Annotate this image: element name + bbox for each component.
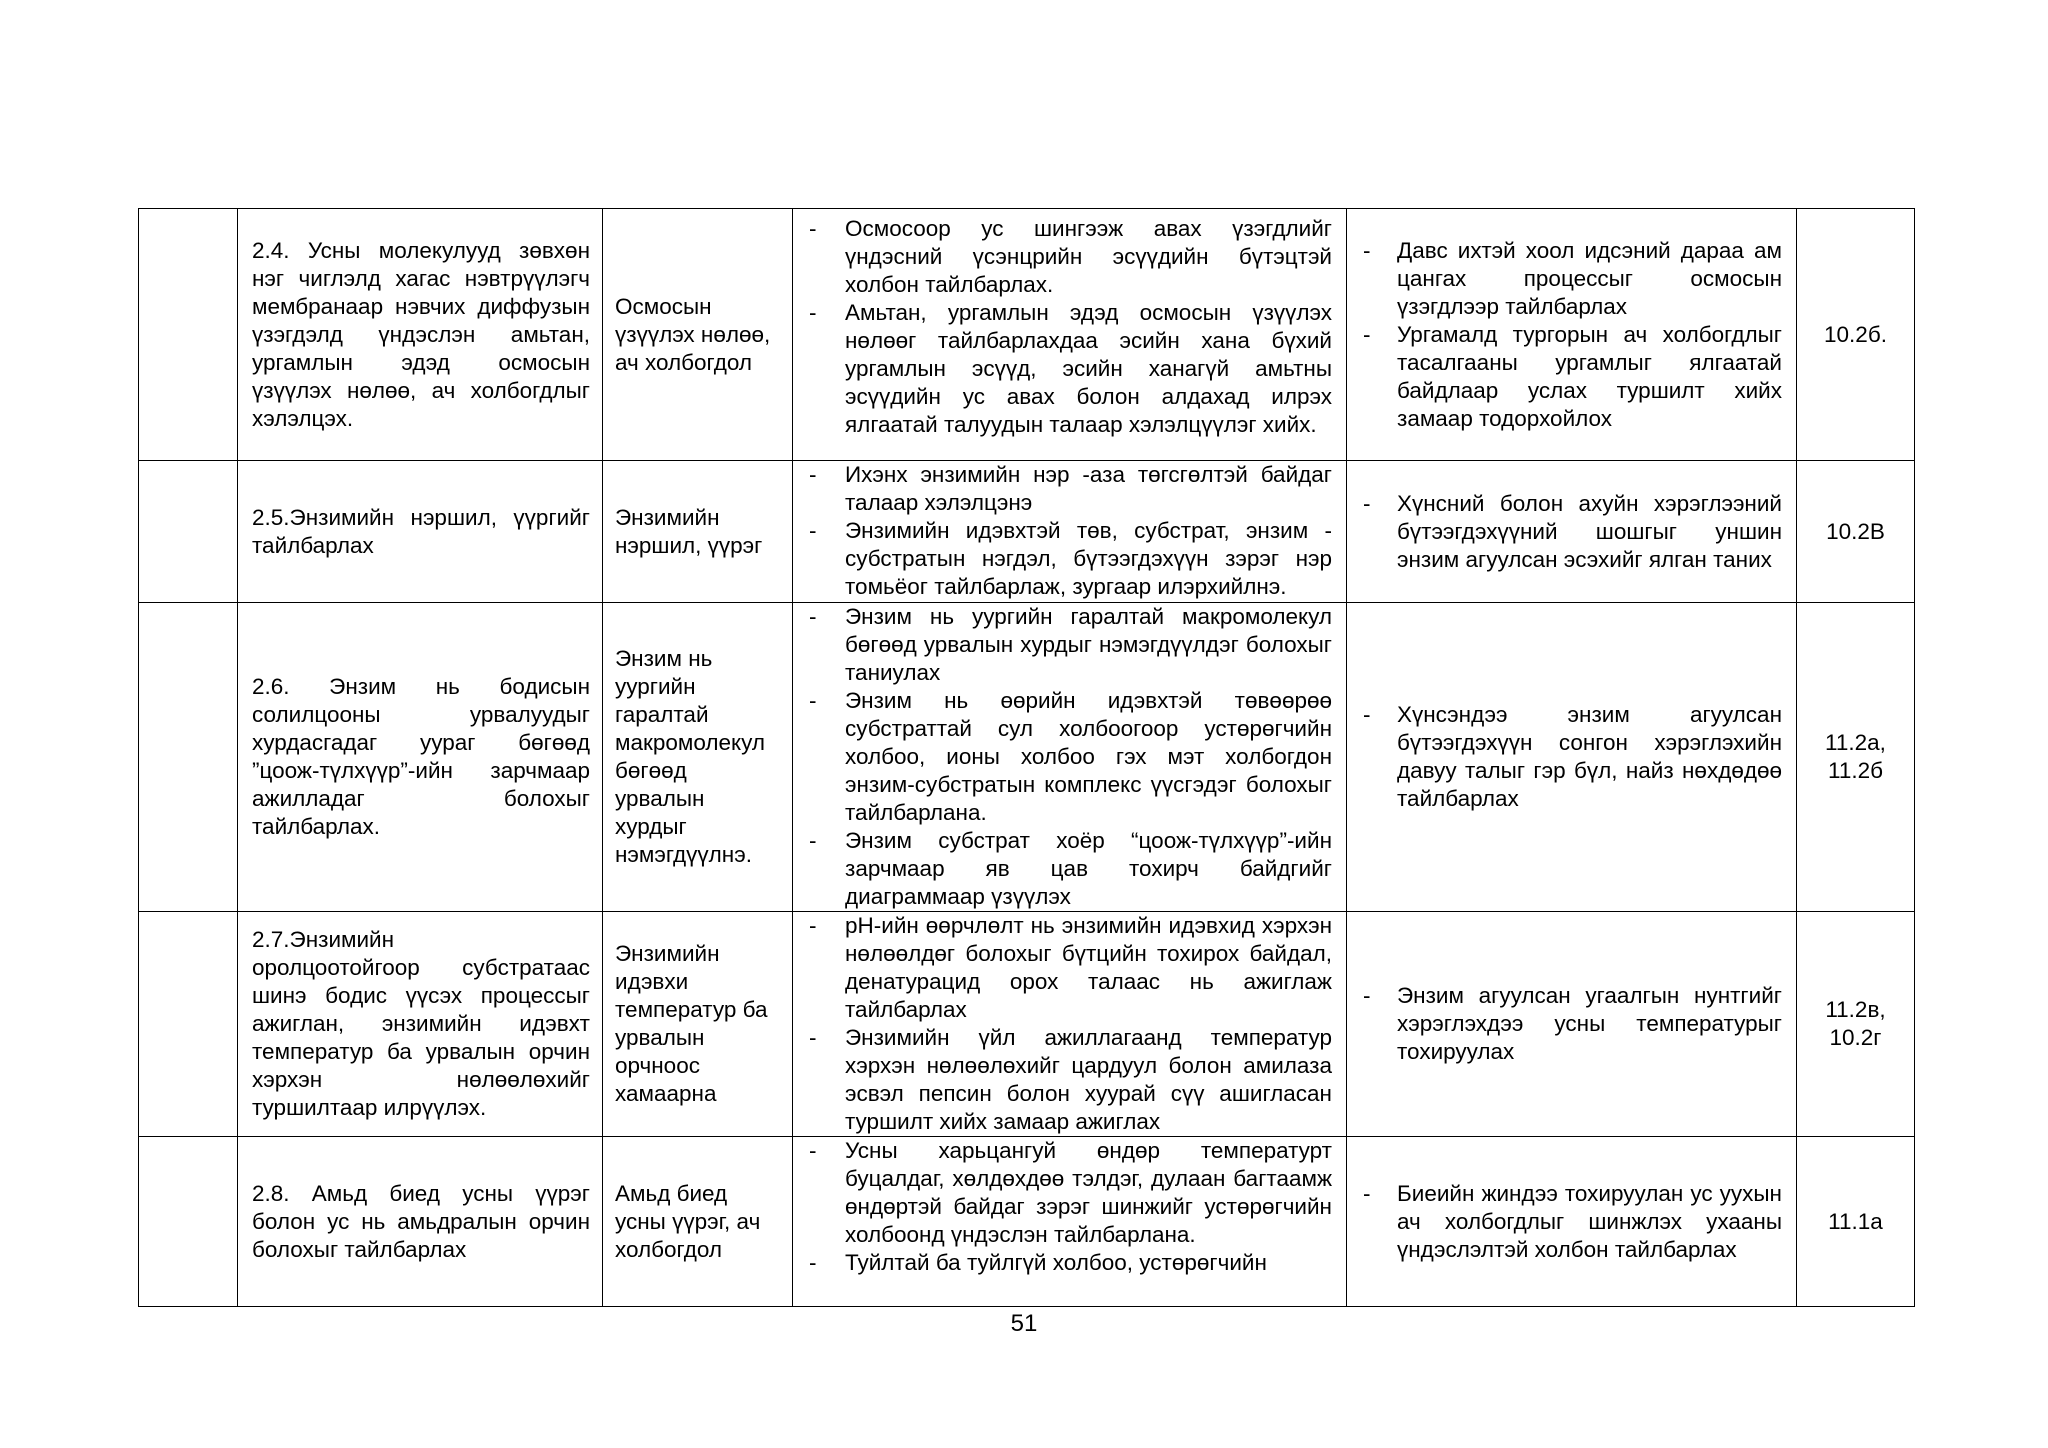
activity-item-text: Осмосоор ус шингээж авах үзэгдлийг үндэсний үсэнцрийн эсүүдийн бүтэцтэй холбон тайлбарлах. bbox=[845, 216, 1332, 297]
application-item-text: Хүнсний болон ахуйн хэрэглээний бүтээгдэхүүний шошгыг уншин энзим агуулсан эсэхийг ялган таних bbox=[1397, 490, 1782, 572]
topic-cell bbox=[603, 603, 793, 912]
bullet-dash: - bbox=[1363, 321, 1371, 347]
standard-code-cell bbox=[1797, 461, 1915, 603]
standard-code: 11.2в, bbox=[1825, 997, 1886, 1022]
application-item bbox=[1347, 321, 1782, 433]
bullet-dash: - bbox=[809, 913, 817, 938]
bullet-dash: - bbox=[1363, 1180, 1371, 1206]
application-item-text: Биеийн жиндээ тохируулан ус уухын ач холбогдлыг шинжлэх ухааны үндэслэлтэй холбон тайлбарлах bbox=[1397, 1180, 1782, 1262]
table-row bbox=[139, 912, 1915, 1137]
bullet-dash: - bbox=[809, 300, 817, 325]
learning-objective-cell bbox=[238, 461, 603, 603]
activities-cell bbox=[793, 603, 1347, 912]
bullet-dash: - bbox=[1363, 983, 1371, 1008]
activity-item-text: Энзимийн идэвхтэй төв, субстрат, энзим - субстратын нэгдэл, бүтээгдэхүүн зэрэг нэр томьёог тайлбарлаж, зургаар илэрхийлнэ. bbox=[845, 518, 1332, 599]
activity-item-text: Ихэнх энзимийн нэр -аза төгсгөлтэй байдаг талаар хэлэлцэнэ bbox=[845, 462, 1332, 515]
application-item-text: Энзим агуулсан угаалгын нунтгийг хэрэглэхдээ усны температурыг тохируулах bbox=[1397, 983, 1782, 1064]
activities-cell bbox=[793, 912, 1347, 1137]
standard-code-cell bbox=[1797, 912, 1915, 1137]
bullet-dash: - bbox=[1363, 702, 1371, 727]
empty-cell bbox=[139, 461, 238, 603]
learning-objective: оролцоотойгоор субстратаас шинэ бодис үүсэх процессыг ажиглан, энзимийн идэвхт температур ба урвалын орчин хэрхэн нөлөөлөхийг туршилтаар илрүүлэх. bbox=[252, 955, 590, 1120]
table-body bbox=[139, 209, 1915, 1307]
topic-cell bbox=[603, 912, 793, 1137]
bullet-dash: - bbox=[809, 1025, 817, 1050]
application-item bbox=[1347, 1180, 1782, 1264]
application-item bbox=[1347, 490, 1782, 574]
standard-code: 11.2а, bbox=[1825, 730, 1886, 755]
learning-objective-cell bbox=[238, 912, 603, 1137]
topic-text: Амьд биед усны үүрэг, ач холбогдол bbox=[615, 1180, 761, 1262]
learning-objective: 2.7.Энзимийн bbox=[252, 927, 395, 952]
table-row bbox=[139, 603, 1915, 912]
activity-item-text: Усны харьцангуй өндөр температурт буцалдаг, хөлдөхдөө тэлдэг, дулаан багтаамж өндөртэй байдаг зэрэг шинжийг устөрөгчийн холбоонд үндэслэн тайлбарлана. bbox=[845, 1138, 1332, 1247]
empty-cell bbox=[139, 1137, 238, 1307]
applications-list bbox=[1347, 490, 1782, 574]
activities-list bbox=[793, 461, 1332, 601]
activity-item bbox=[793, 1024, 1332, 1136]
activity-item bbox=[793, 1249, 1332, 1277]
applications-list bbox=[1347, 701, 1782, 813]
curriculum-table bbox=[138, 208, 1915, 1307]
bullet-dash: - bbox=[809, 604, 817, 629]
activity-item-text: Энзим нь өөрийн идэвхтэй төвөөрөө субстраттай сул холбоогоор устөрөгчийн холбоо, ионы холбоо гэх мэт холбогдон энзим-субстратын комплекс үүсгэдэг болохыг тайлбарлана. bbox=[845, 688, 1332, 825]
learning-objective: 2.4. Усны молекулууд зөвхөн нэг чиглэлд хагас нэвтрүүлэгч мембранаар нэвчих диффузын үзэгдэлд үндэслэн амьтан, ургамлын эдэд осмосын үзүүлэх нөлөө, ач холбогдлыг хэлэлцэх. bbox=[252, 237, 590, 431]
activity-item bbox=[793, 687, 1332, 827]
activity-item bbox=[793, 827, 1332, 911]
empty-cell bbox=[139, 209, 238, 461]
empty-cell bbox=[139, 912, 238, 1137]
bullet-dash: - bbox=[1363, 237, 1371, 263]
page-number: 51 bbox=[1010, 1310, 1038, 1337]
application-item-text: Хүнсэндээ энзим агуулсан бүтээгдэхүүн сонгон хэрэглэхийн давуу талыг гэр бүл, найз нөхдөдөө тайлбарлах bbox=[1397, 702, 1782, 811]
activities-list bbox=[793, 603, 1332, 911]
activity-item bbox=[793, 215, 1332, 299]
activity-item-text: Энзим нь уургийн гаралтай макромолекул бөгөөд урвалын хурдыг нэмэгдүүлдэг болохыг таниулах bbox=[845, 604, 1332, 685]
bullet-dash: - bbox=[809, 462, 817, 487]
activity-item-text: Амьтан, ургамлын эдэд осмосын үзүүлэх нөлөөг тайлбарлахдаа эсийн хана бүхий ургамлын эсүүд, эсийн ханагүй амьтны эсүүдийн ус авах болон алдахад илрэх ялгаатай талуудын талаар хэлэлцүүлэг хийх. bbox=[845, 300, 1332, 437]
applications-cell bbox=[1347, 603, 1797, 912]
standard-code: 11.1а bbox=[1828, 1208, 1883, 1234]
table-row bbox=[139, 1137, 1915, 1307]
applications-cell bbox=[1347, 461, 1797, 603]
learning-objective: 2.8. Амьд биед усны үүрэг болон ус нь амьдралын орчин болохыг тайлбарлах bbox=[252, 1180, 590, 1262]
activities-cell bbox=[793, 461, 1347, 603]
standard-code: 10.2б. bbox=[1824, 321, 1887, 347]
activities-list bbox=[793, 215, 1332, 439]
standard-code-cell bbox=[1797, 603, 1915, 912]
application-item-text: Ургамалд тургорын ач холбогдлыг тасалгааны ургамлыг ялгаатай байдлаар услах туршилт хийх замаар тодорхойлох bbox=[1397, 321, 1782, 431]
bullet-dash: - bbox=[1363, 490, 1371, 516]
applications-list bbox=[1347, 237, 1782, 433]
application-item-text: Давс ихтэй хоол идсэний дараа ам цангах процессыг осмосын үзэгдлээр тайлбарлах bbox=[1397, 237, 1782, 319]
learning-objective-cell bbox=[238, 603, 603, 912]
activity-item bbox=[793, 1137, 1332, 1249]
activities-cell bbox=[793, 209, 1347, 461]
bullet-dash: - bbox=[809, 518, 817, 543]
bullet-dash: - bbox=[809, 1250, 817, 1275]
bullet-dash: - bbox=[809, 216, 817, 241]
applications-list bbox=[1347, 1180, 1782, 1264]
activity-item bbox=[793, 461, 1332, 517]
standard-code: 10.2г bbox=[1829, 1025, 1882, 1050]
standard-code-cell bbox=[1797, 1137, 1915, 1307]
activity-item bbox=[793, 517, 1332, 601]
activities-list bbox=[793, 912, 1332, 1136]
topic-text: Энзимийн идэвхи температур ба урвалын орчноос хамаарна bbox=[615, 941, 768, 1106]
topic-cell bbox=[603, 209, 793, 461]
topic-text: Энзимийн нэршил, үүрэг bbox=[615, 504, 763, 558]
application-item bbox=[1347, 982, 1782, 1066]
topic-cell bbox=[603, 1137, 793, 1307]
topic-text: Энзим нь уургийн гаралтай макромолекул бөгөөд урвалын хурдыг нэмэгдүүлнэ. bbox=[615, 646, 765, 867]
activities-list bbox=[793, 1137, 1332, 1277]
bullet-dash: - bbox=[809, 1138, 817, 1163]
bullet-dash: - bbox=[809, 688, 817, 713]
applications-cell bbox=[1347, 912, 1797, 1137]
bullet-dash: - bbox=[809, 828, 817, 853]
standard-code-cell bbox=[1797, 209, 1915, 461]
learning-objective: 2.6. Энзим нь бодисын солилцооны урвалуудыг хурдасгадаг уураг бөгөөд ”цоож-түлхүүр”-ийн зарчмаар ажилладаг болохыг тайлбарлах. bbox=[252, 674, 590, 839]
application-item bbox=[1347, 237, 1782, 321]
activity-item bbox=[793, 603, 1332, 687]
standard-code: 11.2б bbox=[1827, 758, 1883, 783]
table-row bbox=[139, 209, 1915, 461]
topic-text: Осмосын үзүүлэх нөлөө, ач холбогдол bbox=[615, 293, 771, 375]
activity-item-text: pH-ийн өөрчлөлт нь энзимийн идэвхид хэрхэн нөлөөлдөг болохыг бүтцийн тохирох байдал, денатурацид орох талаас нь ажиглаж тайлбарлах bbox=[845, 913, 1332, 1022]
activity-item-text: Энзимийн үйл ажиллагаанд температур хэрхэн нөлөөлөхийг цардуул болон амилаза эсвэл пепсин болон хуурай сүү ашигласан туршилт хийх замаар ажиглах bbox=[845, 1025, 1332, 1134]
activity-item bbox=[793, 912, 1332, 1024]
activity-item-text: Энзим субстрат хоёр “цоож-түлхүүр”-ийн зарчмаар яв цав тохирч байдгийг диаграммаар үзүүлэх bbox=[845, 828, 1332, 909]
activity-item bbox=[793, 299, 1332, 439]
activities-cell bbox=[793, 1137, 1347, 1307]
learning-objective-cell bbox=[238, 1137, 603, 1307]
activity-item-text: Туйлтай ба туйлгүй холбоо, устөрөгчийн bbox=[845, 1250, 1267, 1275]
topic-cell bbox=[603, 461, 793, 603]
standard-code: 10.2В bbox=[1826, 518, 1885, 544]
learning-objective-cell bbox=[238, 209, 603, 461]
applications-cell bbox=[1347, 209, 1797, 461]
applications-cell bbox=[1347, 1137, 1797, 1307]
learning-objective: 2.5.Энзимийн нэршил, үүргийг тайлбарлах bbox=[252, 504, 590, 558]
applications-list bbox=[1347, 982, 1782, 1066]
table-row bbox=[139, 461, 1915, 603]
application-item bbox=[1347, 701, 1782, 813]
empty-cell bbox=[139, 603, 238, 912]
